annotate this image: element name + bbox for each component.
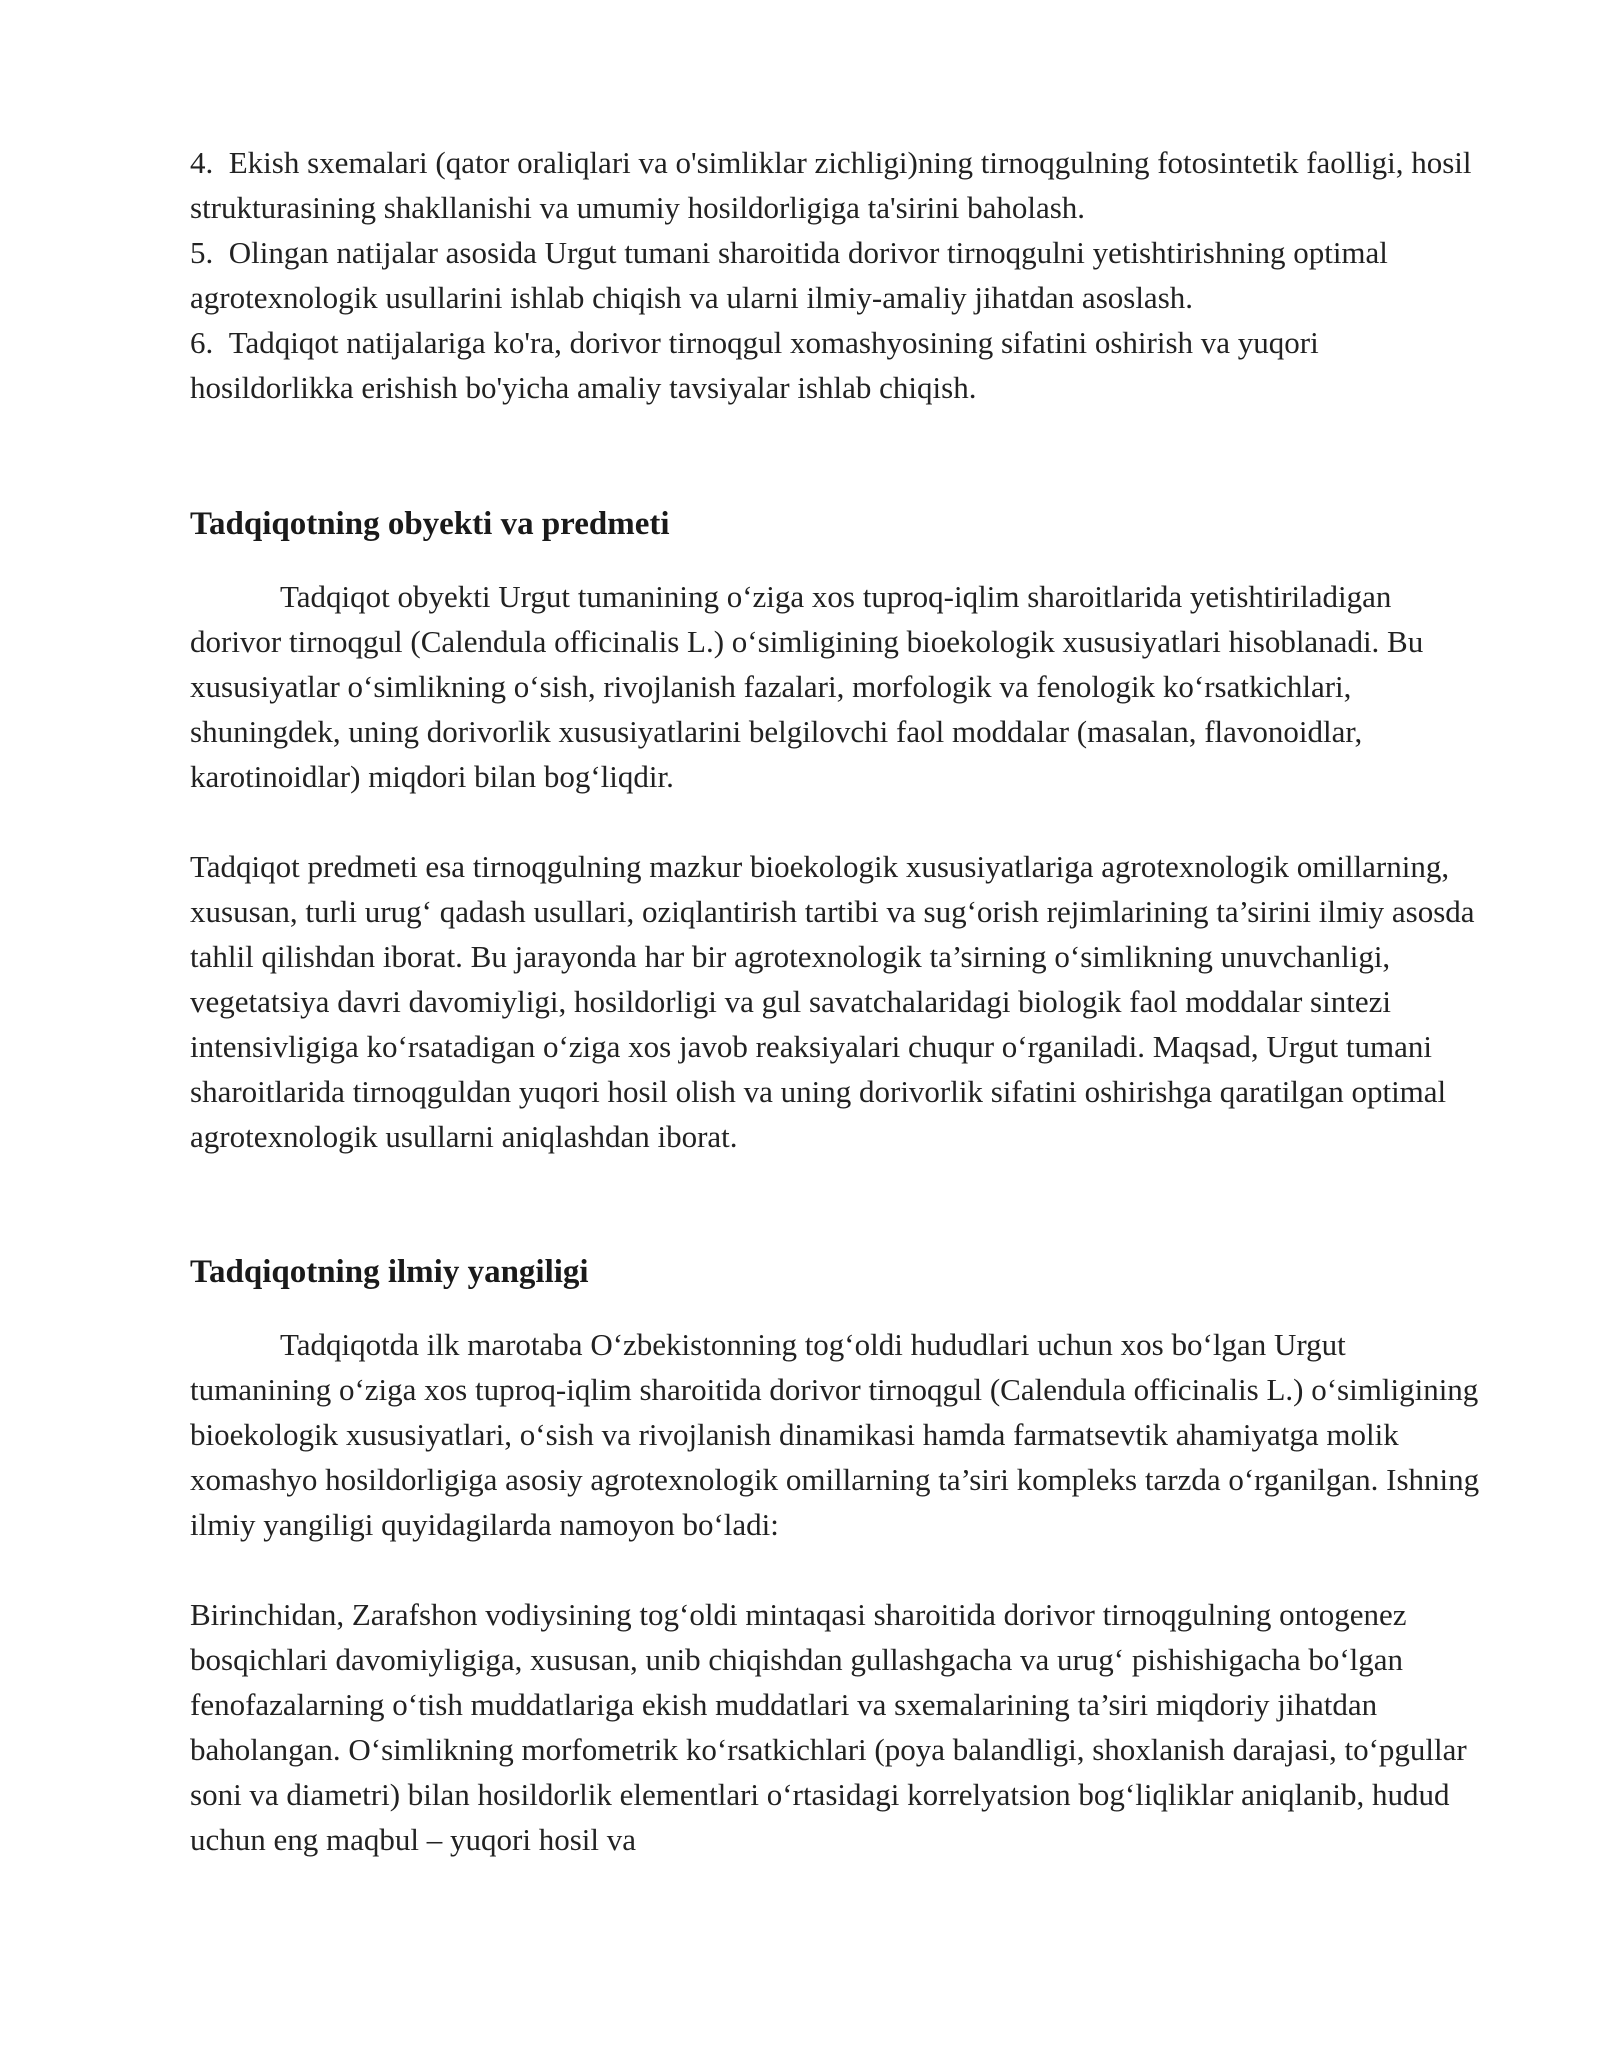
numbered-list (190, 140, 1480, 410)
list-item-number: 6. (190, 325, 214, 360)
list-item-number: 5. (190, 235, 214, 270)
list-item-4 (190, 140, 1480, 230)
list-item-6 (190, 320, 1480, 410)
paragraph-novelty-first: Birinchidan, Zarafshon vodiysining togʻoldi mintaqasi sharoitida dorivor tirnoqgulning ontogenez bosqichlari davomiyligiga, xususan, unib chiqishdan gullashgacha va urugʻ pishishigacha boʻlgan fenofazalarning oʻtish muddatlariga ekish muddatlari va sxemalarining ta’siri miqdoriy jihatdan baholangan. Oʻsimlikning morfometrik koʻrsatkichlari (poya balandligi, shoxlanish darajasi, toʻpgullar soni va diametri) bilan hosildorlik elementlari oʻrtasidagi korrelyatsion bogʻliqliklar aniqlanib, hudud uchun eng maqbul – yuqori hosil va (190, 1597, 1467, 1857)
section-heading-object-subject: Tadqiqotning obyekti va predmeti (190, 506, 670, 542)
list-item-5 (190, 230, 1480, 320)
paragraph-novelty-intro: Tadqiqotda ilk marotaba Oʻzbekistonning togʻoldi hududlari uchun xos boʻlgan Urgut tumanining oʻziga xos tuproq-iqlim sharoitida dorivor tirnoqgul (Calendula officinalis L.) oʻsimligining bioekologik xususiyatlari, oʻsish va rivojlanish dinamikasi hamda farmatsevtik ahamiyatga molik xomashyo hosildorligiga asosiy agrotexnologik omillarning ta’siri kompleks tarzda oʻrganilgan. Ishning ilmiy yangiligi quyidagilarda namoyon boʻladi: (190, 1327, 1480, 1542)
list-item-text: Ekish sxemalari (qator oraliqlari va o'simliklar zichligi)ning tirnoqgulning fotosintetik faolligi, hosil strukturasining shakllanishi va umumiy hosildorligiga ta'sirini baholash. (190, 145, 1472, 225)
paragraph-research-subject: Tadqiqot predmeti esa tirnoqgulning mazkur bioekologik xususiyatlariga agrotexnologik omillarning, xususan, turli urugʻ qadash usullari, oziqlantirish tartibi va sugʻorish rejimlarining ta’sirini ilmiy asosda tahlil qilishdan iborat. Bu jarayonda har bir agrotexnologik ta’sirning oʻsimlikning unuvchanligi, vegetatsiya davri davomiyligi, hosildorligi va gul savatchalaridagi biologik faol moddalar sintezi intensivligiga koʻrsatadigan oʻziga xos javob reaksiyalari chuqur oʻrganiladi. Maqsad, Urgut tumani sharoitlarida tirnoqguldan yuqori hosil olish va uning dorivorlik sifatini oshirishga qaratilgan optimal agrotexnologik usullarni aniqlashdan iborat. (190, 849, 1475, 1154)
paragraph-research-object: Tadqiqot obyekti Urgut tumanining oʻziga xos tuproq-iqlim sharoitlarida yetishtiriladigan dorivor tirnoqgul (Calendula officinalis L.) oʻsimligining bioekologik xususiyatlari hisoblanadi. Bu xususiyatlar oʻsimlikning oʻsish, rivojlanish fazalari, morfologik va fenologik koʻrsatkichlari, shuningdek, uning dorivorlik xususiyatlarini belgilovchi faol moddalar (masalan, flavonoidlar, karotinoidlar) miqdori bilan bogʻliqdir. (190, 579, 1424, 794)
list-item-text: Tadqiqot natijalariga ko'ra, dorivor tirnoqgul xomashyosining sifatini oshirish va yuqori hosildorlikka erishish bo'yicha amaliy tavsiyalar ishlab chiqish. (190, 325, 1319, 405)
list-item-number: 4. (190, 145, 214, 180)
section-heading-scientific-novelty: Tadqiqotning ilmiy yangiligi (190, 1254, 589, 1290)
document-body (190, 140, 1480, 1862)
list-item-text: Olingan natijalar asosida Urgut tumani sharoitida dorivor tirnoqgulni yetishtirishning optimal agrotexnologik usullarini ishlab chiqish va ularni ilmiy-amaliy jihatdan asoslash. (190, 235, 1388, 315)
